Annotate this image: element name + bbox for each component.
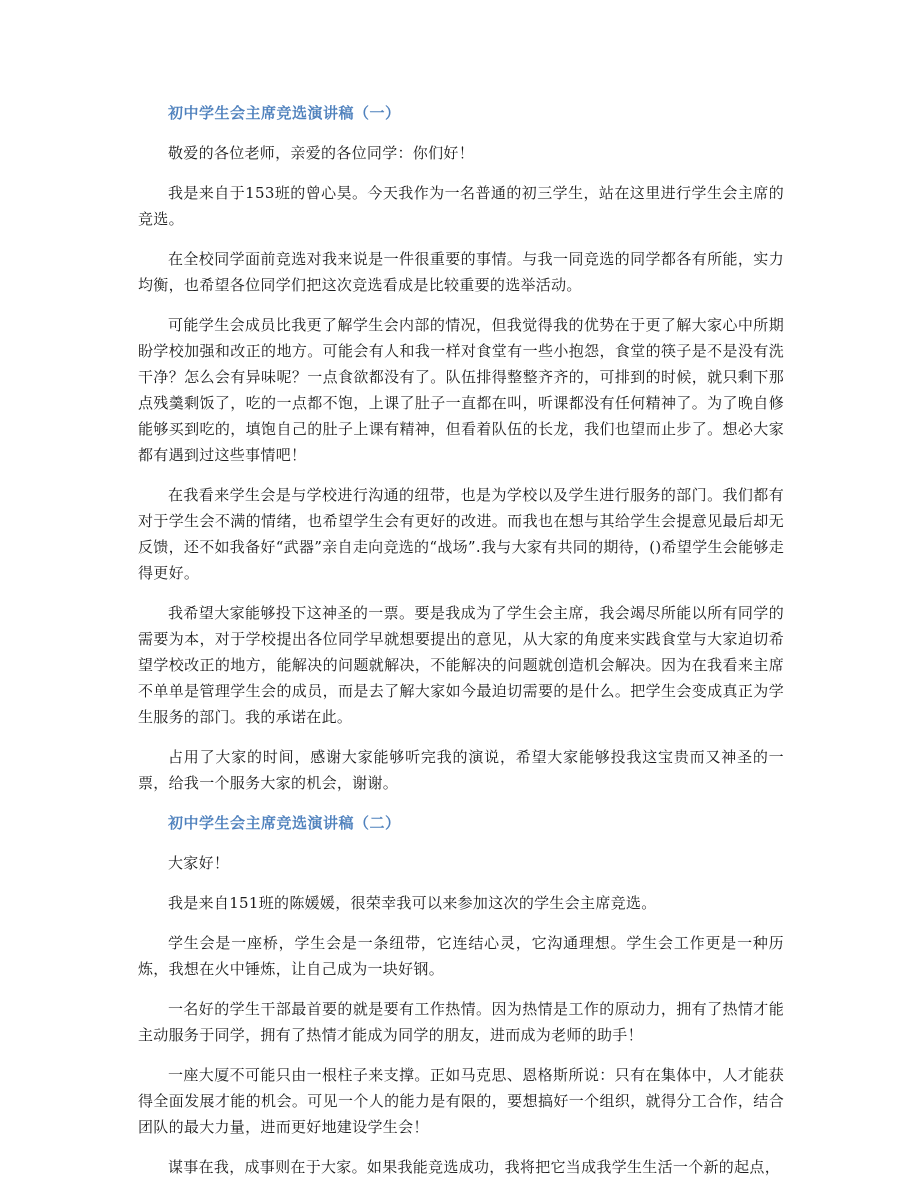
paragraph: 我是来自151班的陈媛媛，很荣幸我可以来参加这次的学生会主席竞选。: [168, 894, 657, 912]
paragraph: 在我看来学生会是与学校进行沟通的纽带，也是为学校以及学生进行服务的部门。我们都有对于学生会不满的情绪，也希望学生会有更好的改进。而我也在想与其给学生会提意见最后却无反馈，还不如我备好“武器”亲自走向竞选的“战场”.我与大家有共同的期待，()希望学生会能够走得更好。: [138, 486, 784, 582]
paragraph: 敬爱的各位老师，亲爱的各位同学：你们好！: [168, 144, 475, 162]
section-1-title: 初中学生会主席竞选演讲稿（一）: [168, 104, 401, 122]
paragraph: 一座大厦不可能只由一根柱子来支撑。正如马克思、恩格斯所说：只有在集体中，人才能获得全面发展才能的机会。可见一个人的能力是有限的，要想搞好一个组织，就得分工合作，结合团队的最大力量，进而更好地建设学生会！: [138, 1066, 784, 1136]
paragraph: 学生会是一座桥，学生会是一条纽带，它连结心灵，它沟通理想。学生会工作更是一种历炼，我想在火中锤炼，让自己成为一块好钢。: [138, 934, 784, 978]
paragraph: 大家好！: [168, 854, 230, 872]
document-page: [138, 100, 784, 1194]
paragraph: 谋事在我，成事则在于大家。如果我能竞选成功，我将把它当成我学生生活一个新的起点，: [168, 1158, 781, 1176]
paragraph: 一名好的学生干部最首要的就是要有工作热情。因为热情是工作的原动力，拥有了热情才能主动服务于同学，拥有了热情才能成为同学的朋友，进而成为老师的助手！: [138, 1000, 784, 1044]
paragraph: 占用了大家的时间，感谢大家能够听完我的演说，希望大家能够投我这宝贵而又神圣的一票，给我一个服务大家的机会，谢谢。: [138, 748, 784, 792]
paragraph: 可能学生会成员比我更了解学生会内部的情况，但我觉得我的优势在于更了解大家心中所期盼学校加强和改正的地方。可能会有人和我一样对食堂有一些小抱怨，食堂的筷子是不是没有洗干净？怎么会有异味呢？一点食欲都没有了。队伍排得整整齐齐的，可排到的时候，就只剩下那点残羹剩饭了，吃的一点都不饱，上课了肚子一直都在叫，听课都没有任何精神了。为了晚自修能够买到吃的，填饱自己的肚子上课有精神，但看着队伍的长龙，我们也望而止步了。想必大家都有遇到过这些事情吧！: [138, 316, 784, 464]
section-2-title: 初中学生会主席竞选演讲稿（二）: [168, 814, 401, 832]
paragraph: 在全校同学面前竞选对我来说是一件很重要的事情。与我一同竞选的同学都各有所能，实力均衡，也希望各位同学们把这次竞选看成是比较重要的选举活动。: [138, 250, 784, 294]
paragraph: 我是来自于153班的曾心昊。今天我作为一名普通的初三学生，站在这里进行学生会主席的竞选。: [138, 184, 784, 228]
paragraph: 我希望大家能够投下这神圣的一票。要是我成为了学生会主席，我会竭尽所能以所有同学的需要为本，对于学校提出各位同学早就想要提出的意见，从大家的角度来实践食堂与大家迫切希望学校改正的地方，能解决的问题就解决，不能解决的问题就创造机会解决。因为在我看来主席不单单是管理学生会的成员，而是去了解大家如今最迫切需要的是什么。把学生会变成真正为学生服务的部门。我的承诺在此。: [138, 604, 784, 726]
